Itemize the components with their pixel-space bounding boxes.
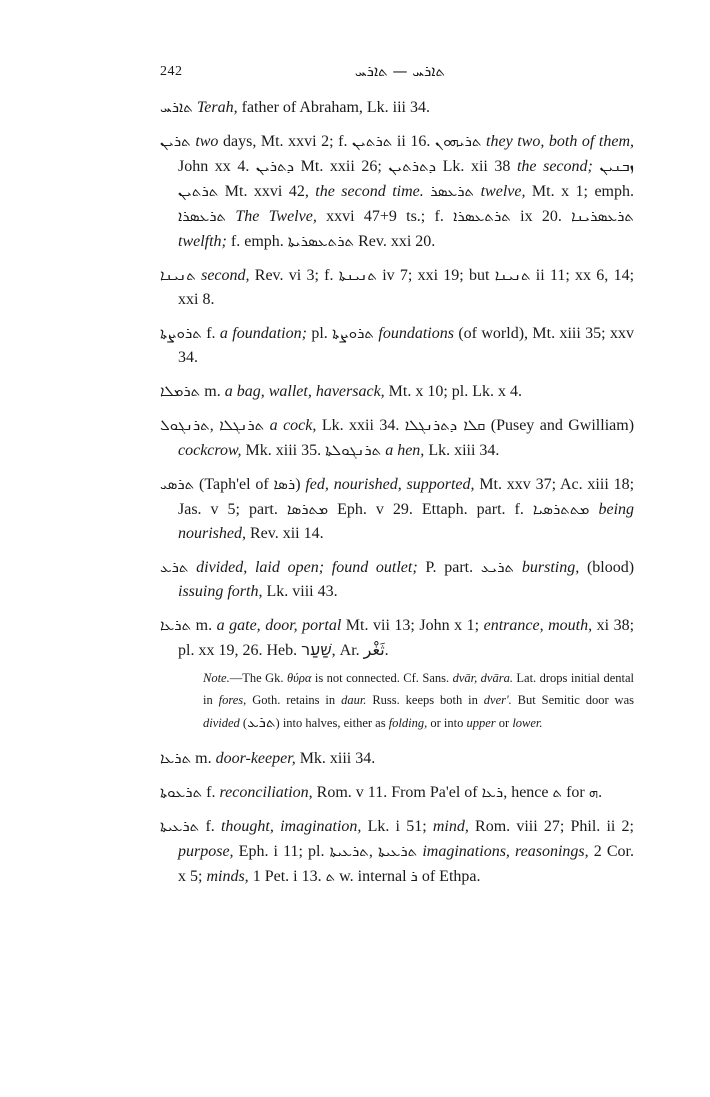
etymology-note: Note.—The Gk. θύρα is not connected. Cf. Sans. dvār, dvāra. Lat. drops initial dental in fores, Goth. retains in daur. Russ. keeps both in dver'. But Semitic door was divided (ܬܪܥ) into halves, either as folding, or into upper or lower. (203, 671, 634, 731)
entries (160, 95, 634, 898)
page-header (160, 62, 634, 86)
entry-gate: ܬܪܥܐ m. a gate, door, portal Mt. vii 13; John x 1; entrance, mouth, xi 38; pl. xx 19, 26. Heb. שַׁעַר, Ar. ثَغْر. (160, 616, 635, 659)
syriac-headword: ܬܪܘܨܬܐ (160, 324, 202, 342)
entry-divided: ܬܪܥ divided, laid open; found outlet; P. part. ܬܪܝܥ bursting, (blood) issuing forth, Lk. viii 43. (160, 558, 635, 600)
syriac-headword: ܬܪܥܘܬܐ (160, 783, 203, 801)
entry-door-keeper: ܬܪܥܐ m. door-keeper, Mk. xiii 34. (160, 749, 376, 767)
syriac-headword: ܬܪܝܢ (160, 132, 191, 150)
entry-cock: ܬܪܢܓܘܠ, ܬܪܢܓܠܐ a cock, Lk. xxii 34. ܩܠܐ ܕܬܪܢܓܠܐ (Pusey and Gwilliam) cockcrow, Mk. xiii 35. ܬܪܢܓܘܠܬܐ a hen, Lk. xiii 34. (160, 416, 635, 459)
entry-second: ܬܢܝܢܐ second, Rev. vi 3; f. ܬܢܝܢܬܐ iv 7; xxi 19; but ܬܢܝܢܐ ii 11; xx 6, 14; xxi 8. (160, 266, 635, 308)
page-number: 242 (160, 64, 183, 79)
entry-foundation: ܬܪܘܨܬܐ f. a foundation; pl. ܬܪܘܨܬܐ foundations (of world), Mt. xiii 35; xxv 34. (160, 324, 634, 366)
syriac-headword: ܬܪܣܝ (160, 475, 195, 493)
syriac-headword: ܬܐܪܚ (160, 98, 193, 116)
entry-fed: ܬܪܣܝ (Taph'el of ܪܣܐ) fed, nourished, supported, Mt. xxv 37; Ac. xiii 18; Jas. v 5; part. ܡܬܪܣܐ Eph. v 29. Ettaph. part. f. ܡܬܬܪܣܝܐ being nourished, Rev. xii 14. (160, 475, 635, 542)
syriac-headword: ܬܪܢܓܘܠ (160, 416, 210, 434)
arabic-word: ثَغْر (363, 640, 385, 659)
entry-two: ܬܪܝܢ two days, Mt. xxvi 2; f. ܬܪܬܝܢ ii 16. ܬܪܝܗܘܢ they two, both of them, John xx 4. ܕܬܪܝܢ Mt. xxii 26; ܕܬܪܬܝܢ Lk. xii 38 the second; ܙܒܢܝܢ ܬܪܬܝܢ Mt. xxvi 42, the second time. ܬܪܥܣܪ twelve, Mt. x 1; emph. ܬܪܥܣܪܐ The Twelve, xxvi 47+9 ts.; f. ܬܪܬܥܣܪܐ ix 20. ܬܪܥܣܪܝܢܐ twelfth; f. emph. ܬܪܬܥܣܪܝܬܐ Rev. xxi 20. (160, 132, 635, 250)
entry-thought: ܬܪܥܝܬܐ f. thought, imagination, Lk. i 51; mind, Rom. viii 27; Phil. ii 2; purpose, Eph. i 11; pl. ܬܪܥܝܬܐ, ܬܪܥܝܬܐ imaginations, reasonings, 2 Cor. x 5; minds, 1 Pet. i 13. ܬ w. internal ܪ of Ethpa. (160, 817, 635, 885)
syriac-headword: ܬܪܥ (160, 558, 189, 576)
running-head: ܬܐܪܚ — ܬܐܪܚ (354, 62, 446, 80)
entry-reconciliation: ܬܪܥܘܬܐ f. reconciliation, Rom. v 11. From Pa'el of ܪܥܐ, hence ܬ for ܗ. (160, 783, 603, 801)
hebrew-word: שַׁעַר (301, 640, 332, 659)
syriac-headword: ܬܢܝܢܐ (160, 266, 196, 284)
entry-bag: ܬܪܡܠܐ m. a bag, wallet, haversack, Mt. x 10; pl. Lk. x 4. (160, 382, 523, 400)
entry-terah: ܬܐܪܚ Terah, father of Abraham, Lk. iii 34. (160, 98, 430, 116)
syriac-headword: ܬܪܡܠܐ (160, 382, 201, 400)
syriac-headword: ܬܪܥܐ (160, 616, 192, 634)
syriac-headword: ܬܪܥܐ (160, 749, 192, 767)
syriac-headword: ܬܪܥܝܬܐ (160, 817, 200, 835)
